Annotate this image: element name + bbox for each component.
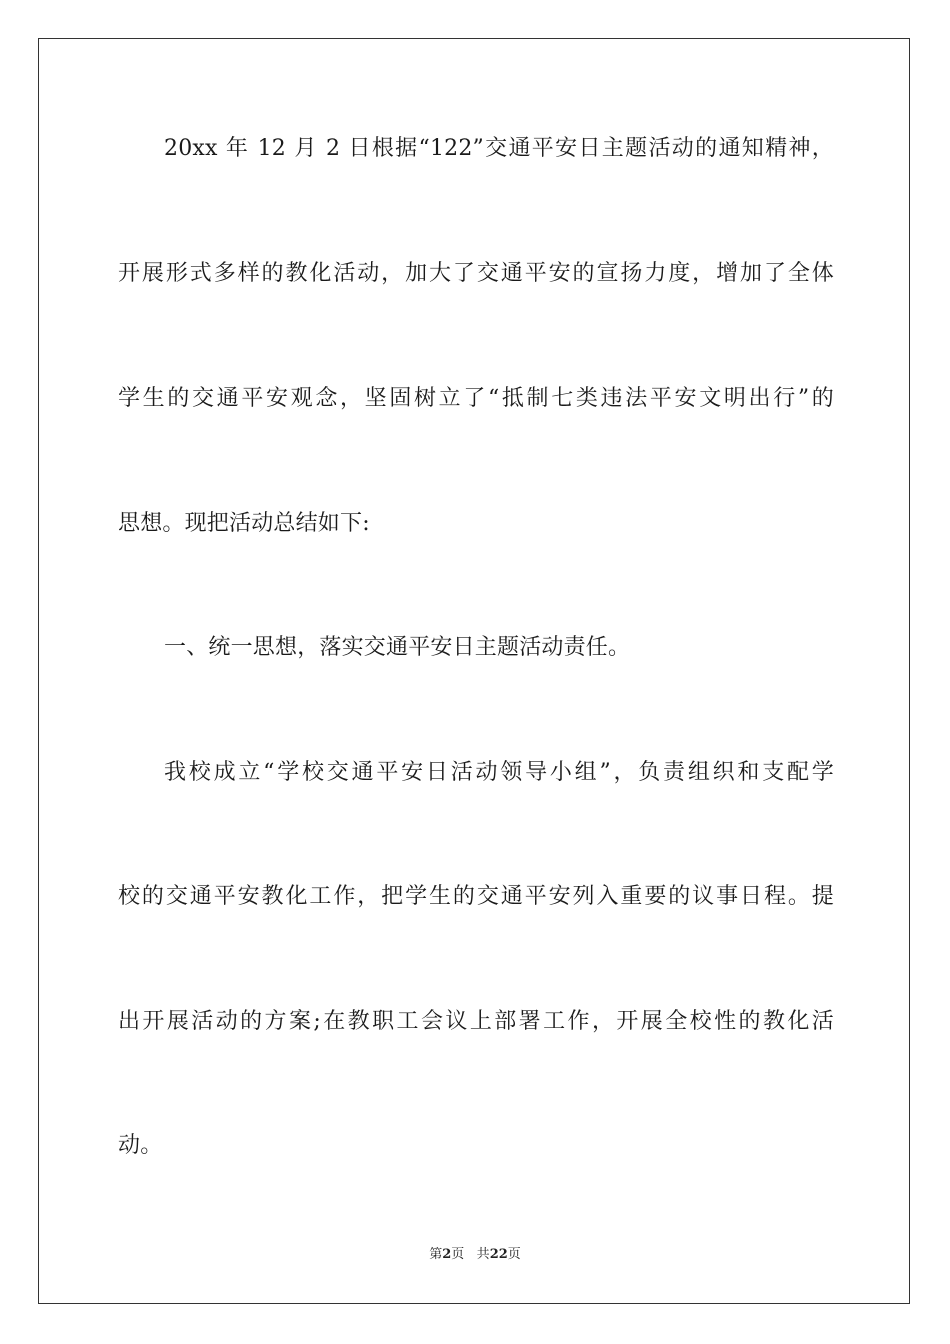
- paragraph-2-line-3: 出开展活动的方案;在教职工会议上部署工作，开展全校性的教化活: [118, 1009, 834, 1034]
- section-heading-1: 一、统一思想，落实交通平安日主题活动责任。: [164, 635, 631, 660]
- paragraph-2-line-2: 校的交通平安教化工作，把学生的交通平安列入重要的议事日程。提: [118, 884, 834, 909]
- page-border: [38, 38, 910, 1304]
- paragraph-2-line-1: 我校成立“学校交通平安日活动领导小组”，负责组织和支配学: [164, 760, 834, 785]
- total-pages: 22: [489, 1247, 508, 1262]
- paragraph-1-line-2: 开展形式多样的教化活动，加大了交通平安的宣扬力度，增加了全体: [118, 261, 834, 286]
- paragraph-2-line-4: 动。: [118, 1133, 163, 1158]
- page-prefix: 第: [429, 1247, 443, 1262]
- paragraph-1-line-1: 20xx 年 12 月 2 日根据“122”交通平安日主题活动的通知精神，: [164, 136, 834, 161]
- page-number: 2: [442, 1247, 452, 1262]
- page-footer: [0, 1246, 950, 1264]
- page-suffix: 页: [451, 1247, 465, 1262]
- total-prefix: 共: [476, 1247, 490, 1262]
- paragraph-1-line-3: 学生的交通平安观念，坚固树立了“抵制七类违法平安文明出行”的: [118, 386, 834, 411]
- total-suffix: 页: [507, 1247, 521, 1262]
- paragraph-1-line-4: 思想。现把活动总结如下:: [118, 511, 370, 536]
